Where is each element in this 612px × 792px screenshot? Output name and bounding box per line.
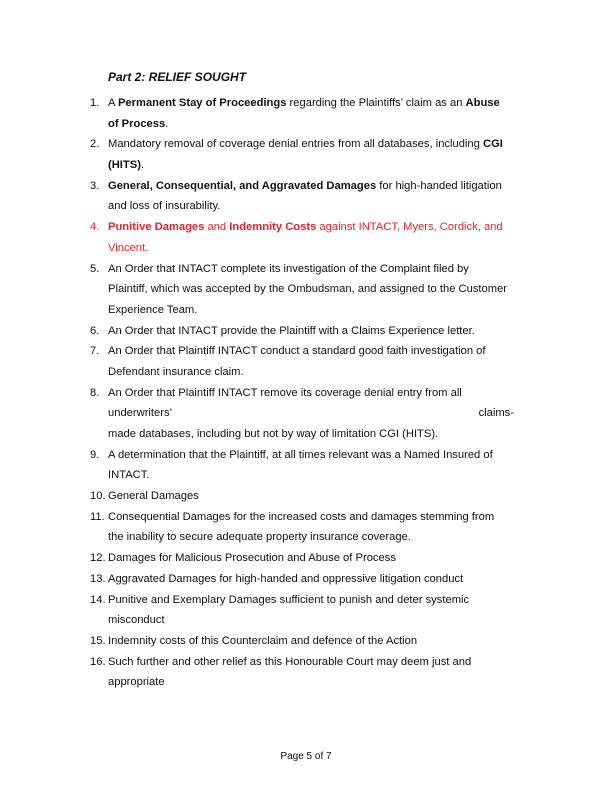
list-item [90,548,540,569]
item-number: 13. [90,572,106,585]
text: misconduct [108,614,165,627]
item-line [108,486,540,507]
list-item [90,259,540,321]
text: INTACT. [108,469,150,482]
item-number: 9. [90,448,100,461]
text: Punitive and Exemplary Damages sufficient to punish and deter systemic [108,593,470,606]
list-item [90,486,540,507]
item-line [108,590,540,611]
text: Aggravated Damages for high-handed and oppressive litigation conduct [108,572,464,585]
item-line [108,652,540,673]
text: Experience Team. [108,303,198,316]
text: underwriters’ [108,407,173,420]
item-number: 16. [90,655,106,668]
item-line [108,548,540,569]
list-item [90,93,540,134]
item-line [108,362,540,383]
text: Consequential Damages for the increased costs and damages stemming from [108,510,495,523]
item-number: 6. [90,324,100,337]
text: Vincent. [108,241,149,254]
item-line [108,527,540,548]
text: General Damages [108,490,199,503]
text: regarding the Plaintiffs’ claim as an [286,97,466,109]
bold-text: Indemnity Costs [229,221,317,234]
item-number: 11. [90,510,105,523]
list-item [90,652,540,693]
text: made databases, including but not by way of limitation CGI (HITS). [108,428,439,440]
item-number: 14. [90,593,106,606]
list-item [90,134,540,175]
text: Such further and other relief as this Honourable Court may deem just and [108,655,472,668]
item-line [108,631,540,652]
page-number: Page 5 of 7 [280,751,332,762]
text: the inability to secure adequate property insurance coverage. [108,531,411,544]
list-item [90,507,540,548]
item-line [108,507,540,528]
text: A [108,97,118,109]
list-item [90,445,540,486]
item-number: 1. [90,97,100,109]
item-line [108,341,540,362]
item-line [108,321,540,342]
text: . [165,117,169,130]
list-item [90,341,540,382]
bold-text: Abuse [465,97,500,109]
text: for high-handed litigation [376,179,502,192]
text: . [140,159,145,172]
item-line [108,238,540,259]
item-line [108,176,540,197]
item-number: 15. [90,634,106,647]
bold-text: General, Consequential, and Aggravated Damages [108,179,377,192]
text: Damages for Malicious Prosecution and Abuse of Process [108,552,396,565]
item-line [108,445,540,466]
list-item [90,217,540,258]
item-line [108,383,540,404]
text: An Order that Plaintiff INTACT conduct a standard good faith investigation of [108,345,486,358]
text: Plaintiff, which was accepted by the Ombudsman, and assigned to the Customer [108,283,508,296]
bold-text: (HITS) [108,159,141,172]
list-item [90,176,540,217]
item-line [108,259,540,280]
text: Defendant insurance claim. [108,365,244,378]
text: An Order that INTACT complete its investigation of the Complaint filed by [108,262,469,275]
item-number: 8. [90,386,100,399]
list-item [90,383,540,445]
item-line [108,465,540,486]
list-item [90,631,540,652]
item-line [108,217,540,238]
text: An Order that INTACT provide the Plaintiff with a Claims Experience letter. [108,324,475,337]
item-line [108,569,540,590]
item-number: 12. [90,552,106,565]
list-item [90,321,540,342]
text: Mandatory removal of coverage denial entries from all databases, including [108,138,483,151]
item-line [108,610,540,631]
item-line [108,114,540,135]
text: Indemnity costs of this Counterclaim and defence of the Action [108,634,418,647]
text: An Order that Plaintiff INTACT remove its coverage denial entry from all [108,386,462,399]
section-heading: Part 2: RELIEF SOUGHT [108,70,247,84]
item-number: 2. [90,138,100,151]
item-line [108,424,540,445]
relief-list [90,93,540,693]
item-number: 10. [90,490,106,503]
item-line [108,155,540,176]
text: A determination that the Plaintiff, at all times relevant was a Named Insured of [108,448,493,461]
text: claims- [478,407,514,420]
item-line [108,196,540,217]
bold-text: of Process [108,117,166,130]
bold-text: Permanent Stay of Proceedings [117,97,287,109]
text: against INTACT, Myers, Cordick, and [316,221,503,234]
item-line [108,403,514,424]
text: and loss of insurability. [108,200,221,213]
text: and [204,221,230,234]
item-line [108,134,540,155]
item-line [108,93,540,114]
item-number: 7. [90,345,100,358]
list-item [90,590,540,631]
item-line [108,300,540,321]
item-number: 4. [90,221,100,234]
bold-text: CGI [482,138,503,151]
item-line [108,279,540,300]
bold-text: Punitive Damages [108,221,205,234]
item-number: 3. [90,179,100,192]
item-line [108,672,540,693]
item-number: 5. [90,262,100,275]
text: appropriate [108,676,165,689]
list-item [90,569,540,590]
